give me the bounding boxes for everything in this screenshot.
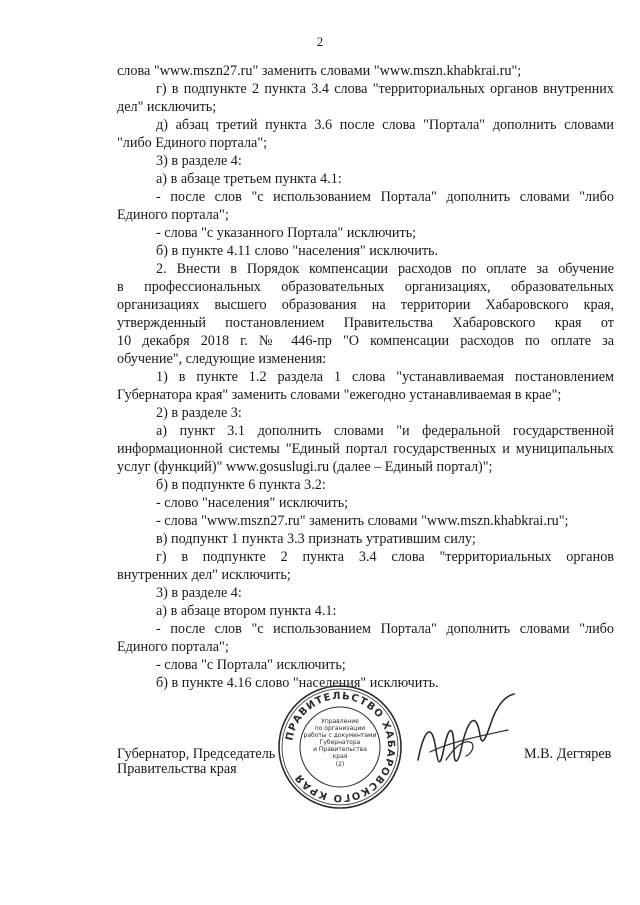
text-line: услуг (функций)" www.gosuslugi.ru (далее – Единый портал)"; <box>117 459 493 475</box>
text-line: г) в подпункте 2 пункта 3.4 слова "территориальных органов <box>156 549 614 565</box>
text-line: а) в абзаце втором пункта 4.1: <box>156 603 337 619</box>
signatory-name: М.В. Дегтярев <box>524 746 612 762</box>
signatory-title-line2: Правительства края <box>117 761 237 777</box>
text-line: внутренних дел" исключить; <box>117 567 291 583</box>
text-line: 10 декабря 2018 г. № 446-пр "О компенсации расходов по оплате за <box>117 333 614 349</box>
page-number: 2 <box>316 34 324 49</box>
signatory-title-line1: Губернатор, Председатель <box>117 746 276 762</box>
text-line: б) в пункте 4.16 слово "населения" исключить. <box>156 675 439 691</box>
text-line: в) подпункт 1 пункта 3.3 признать утратившим силу; <box>156 531 476 547</box>
text-line: - после слов "с использованием Портала" дополнить словами "либо <box>156 189 614 205</box>
svg-text:и Правительства: и Правительства <box>313 746 367 753</box>
text-line: обучение", следующие изменения: <box>117 351 327 367</box>
text-line: - слова "с Портала" исключить; <box>156 657 346 673</box>
svg-text:по организации: по организации <box>314 725 366 732</box>
official-seal <box>276 683 404 811</box>
text-line: в профессиональных образовательных организациях, образовательных <box>117 279 614 295</box>
text-line: слова "www.mszn27.ru" заменить словами "www.mszn.khabkrai.ru"; <box>117 63 522 79</box>
handwritten-signature <box>410 690 520 780</box>
text-line: д) абзац третий пункта 3.6 после слова "Портала" дополнить словами <box>156 117 614 133</box>
text-line: г) в подпункте 2 пункта 3.4 слова "территориальных органов внутренних <box>156 81 614 97</box>
text-line: Единого портала"; <box>117 639 229 655</box>
text-line: б) в пункте 4.11 слово "населения" исключить. <box>156 243 439 259</box>
text-line: - слово "населения" исключить; <box>156 495 349 511</box>
text-line: - слова "с указанного Портала" исключить; <box>156 225 417 241</box>
text-line: а) в абзаце третьем пункта 4.1: <box>156 171 342 187</box>
text-line: "либо Единого портала"; <box>117 135 268 151</box>
svg-text:Губернатора: Губернатора <box>319 739 361 746</box>
text-line: дел" исключить; <box>117 99 217 115</box>
text-line: 3) в разделе 4: <box>156 585 242 601</box>
text-line: 3) в разделе 4: <box>156 153 242 169</box>
text-line: Единого портала"; <box>117 207 229 223</box>
svg-text:ПРАВИТЕЛЬСТВО ХАБАРОВСКОГО КРА: ПРАВИТЕЛЬСТВО ХАБАРОВСКОГО КРАЯ <box>284 690 397 804</box>
svg-text:работы с документами: работы с документами <box>303 732 377 739</box>
text-line: а) пункт 3.1 дополнить словами "и федеральной государственной <box>156 423 614 439</box>
text-line: Губернатора края" заменить словами "ежегодно устанавливаемая в крае"; <box>117 387 562 403</box>
svg-text:края: края <box>332 753 348 760</box>
text-line: организациях высшего образования на территории Хабаровского края, <box>117 297 614 313</box>
svg-text:(2): (2) <box>335 761 345 768</box>
svg-text:Управление: Управление <box>321 718 359 725</box>
text-line: 2) в разделе 3: <box>156 405 242 421</box>
text-line: 1) в пункте 1.2 раздела 1 слова "устанавливаемая постановлением <box>156 369 614 385</box>
text-line: утвержденный постановлением Правительства Хабаровского края от <box>117 315 614 331</box>
text-line: информационной системы "Единый портал государственных и муниципальных <box>117 441 614 457</box>
text-line: 2. Внести в Порядок компенсации расходов по оплате за обучение <box>156 261 614 277</box>
text-line: б) в подпункте 6 пункта 3.2: <box>156 477 326 493</box>
text-line: - слова "www.mszn27.ru" заменить словами "www.mszn.khabkrai.ru"; <box>156 513 569 529</box>
text-line: - после слов "с использованием Портала" дополнить словами "либо <box>156 621 614 637</box>
